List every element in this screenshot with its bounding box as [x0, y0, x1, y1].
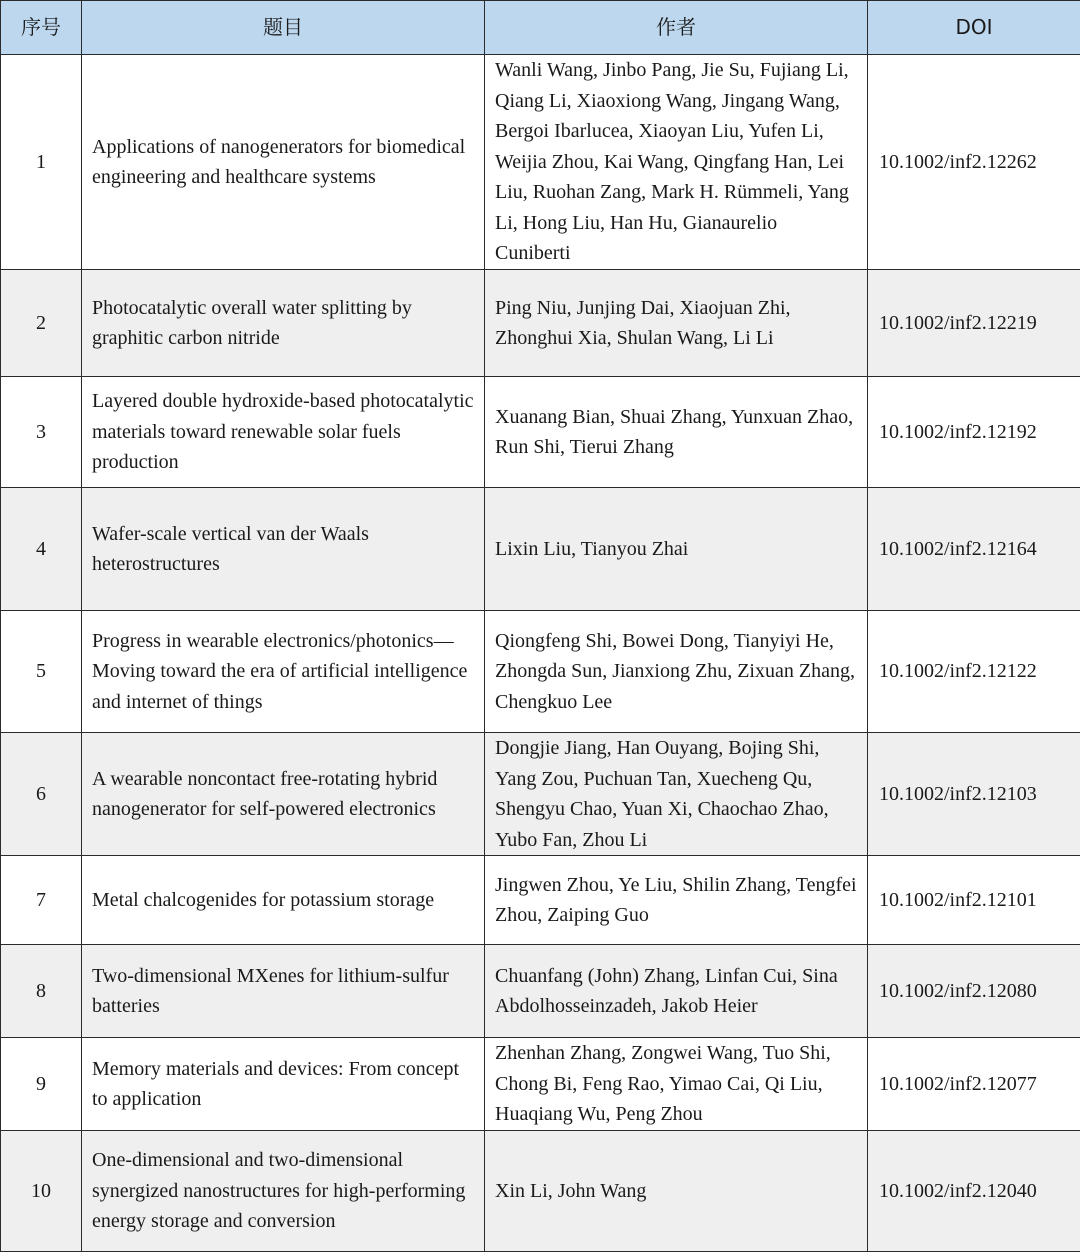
paper-authors: Qiongfeng Shi, Bowei Dong, Tianyiyi He, Zhongda Sun, Jianxiong Zhu, Zixuan Zhang, Chengkuo Lee: [485, 611, 868, 733]
row-number: 2: [1, 270, 82, 377]
paper-title: Memory materials and devices: From concept to application: [82, 1038, 485, 1131]
paper-title: Progress in wearable electronics/photonics—Moving toward the era of artificial intelligence and internet of things: [82, 611, 485, 733]
row-number: 7: [1, 856, 82, 945]
table-row: [1, 377, 1080, 488]
paper-authors: Lixin Liu, Tianyou Zhai: [485, 488, 868, 611]
header-authors: 作者: [485, 1, 868, 55]
table-row: [1, 488, 1080, 611]
table-row: [1, 856, 1080, 945]
paper-doi: 10.1002/inf2.12164: [868, 488, 1080, 611]
paper-doi: 10.1002/inf2.12080: [868, 945, 1080, 1038]
table-row: [1, 55, 1080, 270]
paper-authors: Ping Niu, Junjing Dai, Xiaojuan Zhi, Zhonghui Xia, Shulan Wang, Li Li: [485, 270, 868, 377]
table-header: [1, 1, 1080, 55]
paper-doi: 10.1002/inf2.12103: [868, 733, 1080, 856]
paper-authors: Xin Li, John Wang: [485, 1131, 868, 1252]
paper-authors: Xuanang Bian, Shuai Zhang, Yunxuan Zhao, Run Shi, Tierui Zhang: [485, 377, 868, 488]
paper-title: Applications of nanogenerators for biomedical engineering and healthcare systems: [82, 55, 485, 270]
paper-doi: 10.1002/inf2.12077: [868, 1038, 1080, 1131]
row-number: 6: [1, 733, 82, 856]
header-number: 序号: [1, 1, 82, 55]
paper-title: Wafer-scale vertical van der Waals heterostructures: [82, 488, 485, 611]
row-number: 8: [1, 945, 82, 1038]
paper-title: Two-dimensional MXenes for lithium-sulfur batteries: [82, 945, 485, 1038]
paper-authors: Wanli Wang, Jinbo Pang, Jie Su, Fujiang Li, Qiang Li, Xiaoxiong Wang, Jingang Wang, Bergoi Ibarlucea, Xiaoyan Liu, Yufen Li, Weijia Zhou, Kai Wang, Qingfang Han, Lei Liu, Ruohan Zang, Mark H. Rümmeli, Yang Li, Hong Liu, Han Hu, Gianaurelio Cuniberti: [485, 55, 868, 270]
paper-doi: 10.1002/inf2.12122: [868, 611, 1080, 733]
row-number: 1: [1, 55, 82, 270]
table-row: [1, 733, 1080, 856]
row-number: 10: [1, 1131, 82, 1252]
row-number: 3: [1, 377, 82, 488]
header-doi: DOI: [868, 1, 1080, 55]
paper-authors: Zhenhan Zhang, Zongwei Wang, Tuo Shi, Chong Bi, Feng Rao, Yimao Cai, Qi Liu, Huaqiang Wu, Peng Zhou: [485, 1038, 868, 1131]
table-row: [1, 270, 1080, 377]
paper-doi: 10.1002/inf2.12219: [868, 270, 1080, 377]
row-number: 9: [1, 1038, 82, 1131]
paper-authors: Dongjie Jiang, Han Ouyang, Bojing Shi, Yang Zou, Puchuan Tan, Xuecheng Qu, Shengyu Chao, Yuan Xi, Chaochao Zhao, Yubo Fan, Zhou Li: [485, 733, 868, 856]
table-body: [1, 55, 1080, 1252]
table-row: [1, 1131, 1080, 1252]
paper-doi: 10.1002/inf2.12262: [868, 55, 1080, 270]
table-row: [1, 611, 1080, 733]
paper-authors: Chuanfang (John) Zhang, Linfan Cui, Sina Abdolhosseinzadeh, Jakob Heier: [485, 945, 868, 1038]
paper-title: One-dimensional and two-dimensional synergized nanostructures for high-performing energy storage and conversion: [82, 1131, 485, 1252]
paper-doi: 10.1002/inf2.12040: [868, 1131, 1080, 1252]
header-row: [1, 1, 1080, 55]
table-row: [1, 1038, 1080, 1131]
row-number: 4: [1, 488, 82, 611]
paper-title: Metal chalcogenides for potassium storage: [82, 856, 485, 945]
table-row: [1, 945, 1080, 1038]
paper-authors: Jingwen Zhou, Ye Liu, Shilin Zhang, Tengfei Zhou, Zaiping Guo: [485, 856, 868, 945]
paper-title: A wearable noncontact free-rotating hybrid nanogenerator for self-powered electronics: [82, 733, 485, 856]
row-number: 5: [1, 611, 82, 733]
paper-title: Photocatalytic overall water splitting by graphitic carbon nitride: [82, 270, 485, 377]
header-title: 题目: [82, 1, 485, 55]
paper-doi: 10.1002/inf2.12192: [868, 377, 1080, 488]
paper-title: Layered double hydroxide-based photocatalytic materials toward renewable solar fuels production: [82, 377, 485, 488]
paper-doi: 10.1002/inf2.12101: [868, 856, 1080, 945]
